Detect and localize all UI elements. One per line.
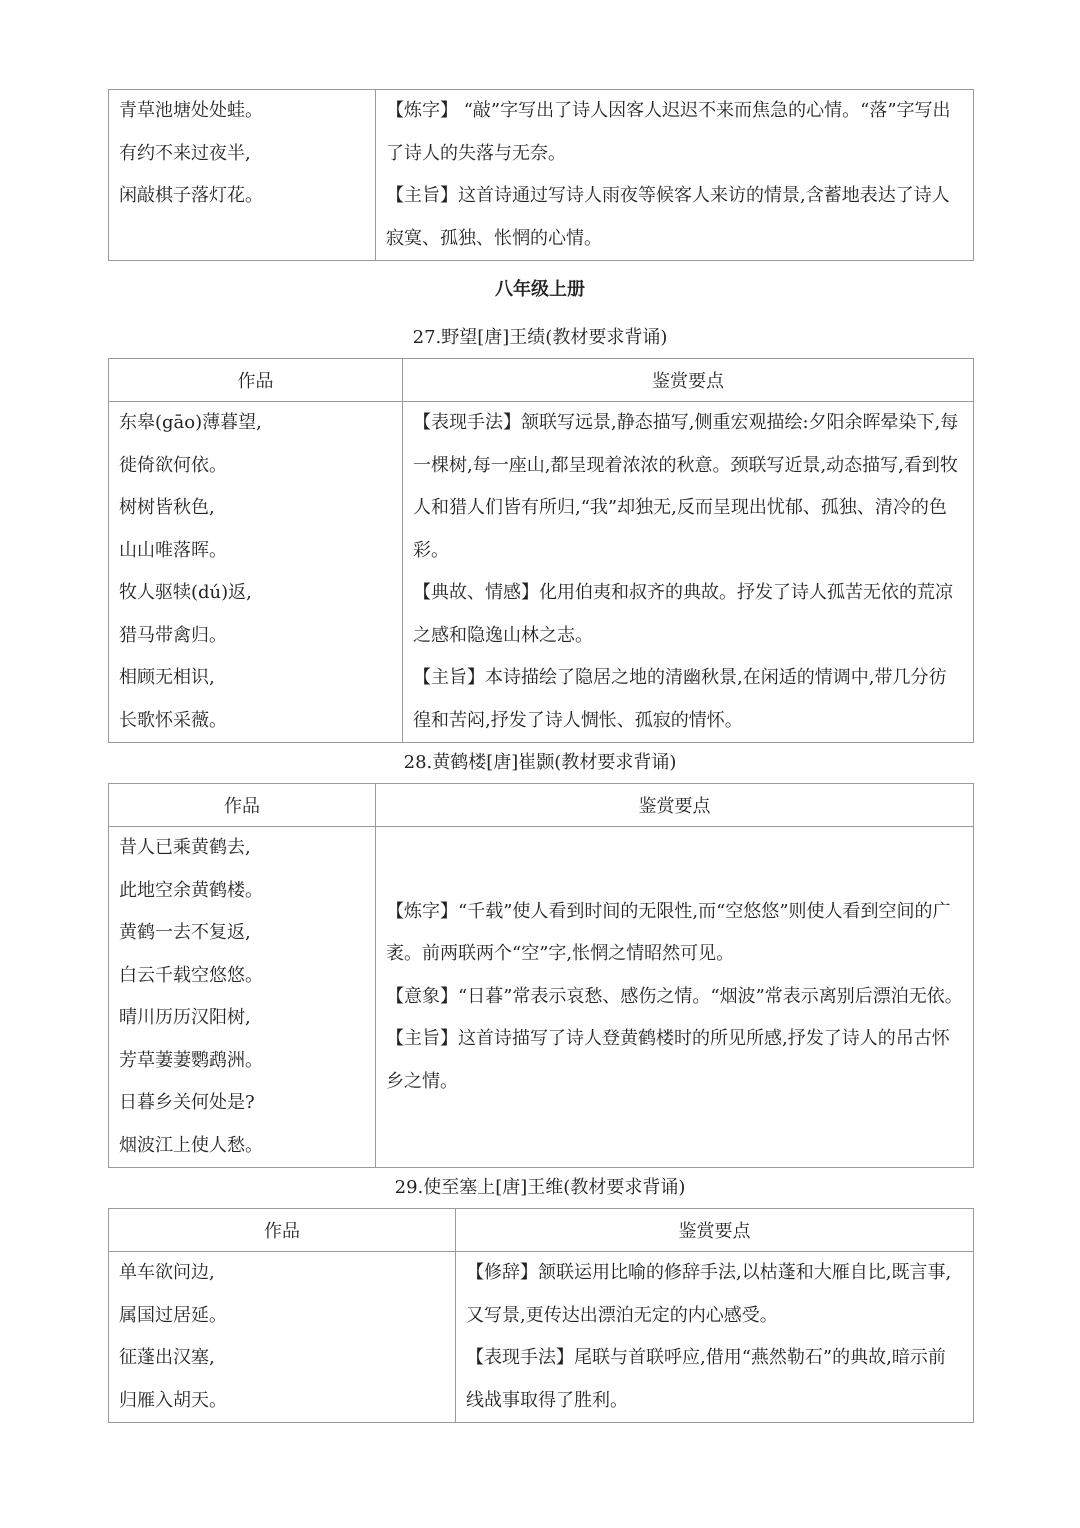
appreciation-note: 【炼字】 “敲”字写出了诗人因客人迟迟不来而焦急的心情。“落”字写出了诗人的失落与无奈。	[386, 100, 951, 164]
poem-line: 昔人已乘黄鹤去,	[119, 837, 251, 858]
poem-lines-cell	[109, 402, 403, 743]
appreciation-note: 【典故、情感】化用伯夷和叔齐的典故。抒发了诗人孤苦无依的荒凉之感和隐逸山林之志。	[413, 582, 953, 646]
poem-line: 白云千载空悠悠。	[119, 964, 263, 986]
appreciation-cell	[376, 90, 974, 261]
column-header-work: 作品	[109, 784, 376, 827]
poem-lines-cell	[109, 1252, 456, 1423]
column-header-appreciation: 鉴赏要点	[456, 1209, 974, 1252]
poem-line: 山山唯落晖。	[119, 539, 227, 561]
table-header-row	[109, 359, 974, 402]
table-header-row	[109, 1209, 974, 1252]
column-header-appreciation: 鉴赏要点	[403, 359, 974, 402]
table-row	[109, 90, 974, 261]
column-header-work: 作品	[109, 1209, 456, 1252]
appreciation-cell	[376, 827, 974, 1168]
appreciation-note: 【意象】“日暮”常表示哀愁、感伤之情。“烟波”常表示离别后漂泊无依。	[386, 985, 963, 1007]
poem-line: 青草池塘处处蛙。	[119, 100, 263, 121]
poem-caption: 27.野望[唐]王绩(教材要求背诵)	[412, 327, 668, 348]
poem-line: 黄鹤一去不复返,	[119, 922, 251, 943]
appreciation-note: 【炼字】“千载”使人看到时间的无限性,而“空悠悠”则使人看到空间的广袤。前两联两个“空”字,怅惘之情昭然可见。	[386, 900, 951, 965]
poem-line: 此地空余黄鹤楼。	[119, 879, 263, 901]
poem-lines-cell	[109, 90, 376, 261]
appreciation-note: 【主旨】本诗描绘了隐居之地的清幽秋景,在闲适的情调中,带几分彷徨和苦闷,抒发了诗人惆怅、孤寂的情怀。	[413, 667, 947, 731]
appreciation-cell	[403, 402, 974, 743]
table-row	[109, 1252, 974, 1423]
poem-line: 长歌怀采薇。	[119, 709, 227, 731]
poem-line: 相顾无相识,	[119, 667, 215, 688]
poem-line: 牧人驱犊(dú)返,	[119, 582, 252, 603]
table-header-row	[109, 784, 974, 827]
poem-line: 属国过居延。	[119, 1304, 227, 1326]
poem-line: 征蓬出汉塞,	[119, 1347, 215, 1368]
poem-lines-cell	[109, 827, 376, 1168]
section-title: 八年级上册	[495, 279, 585, 300]
poem-line: 徙倚欲何依。	[119, 454, 227, 476]
appreciation-note: 【表现手法】尾联与首联呼应,借用“燕然勒石”的典故,暗示前线战事取得了胜利。	[466, 1347, 946, 1411]
table-row	[109, 402, 974, 743]
poem-table-27	[108, 358, 974, 743]
poem-caption: 29.使至塞上[唐]王维(教材要求背诵)	[394, 1177, 686, 1198]
poem-line: 单车欲问边,	[119, 1262, 215, 1283]
poem-line: 有约不来过夜半,	[119, 142, 251, 164]
appreciation-cell	[456, 1252, 974, 1423]
appreciation-note: 【表现手法】颔联写远景,静态描写,侧重宏观描绘:夕阳余晖晕染下,每一棵树,每一座山,都呈现着浓浓的秋意。颈联写近景,动态描写,看到牧人和猎人们皆有所归,“我”却独无,反而呈现出忧郁、孤独、清冷的色彩。	[413, 412, 959, 561]
poem-line: 烟波江上使人愁。	[119, 1134, 263, 1156]
poem-table-continued	[108, 89, 974, 261]
column-header-work: 作品	[109, 359, 403, 402]
poem-line: 树树皆秋色,	[119, 497, 215, 518]
poem-line: 东皋(gāo)薄暮望,	[119, 412, 262, 433]
appreciation-note: 【修辞】颔联运用比喻的修辞手法,以枯蓬和大雁自比,既言事,又写景,更传达出漂泊无定的内心感受。	[466, 1262, 952, 1326]
poem-line: 日暮乡关何处是?	[119, 1092, 255, 1113]
column-header-appreciation: 鉴赏要点	[376, 784, 974, 827]
table-row	[109, 827, 974, 1168]
appreciation-note: 【主旨】这首诗通过写诗人雨夜等候客人来访的情景,含蓄地表达了诗人寂寞、孤独、怅惘的心情。	[386, 185, 950, 249]
poem-line: 闲敲棋子落灯花。	[119, 185, 263, 206]
poem-table-28	[108, 783, 974, 1168]
poem-caption: 28.黄鹤楼[唐]崔颢(教材要求背诵)	[403, 752, 677, 773]
poem-line: 芳草萋萋鹦鹉洲。	[119, 1049, 263, 1071]
poem-table-29	[108, 1208, 974, 1423]
poem-line: 猎马带禽归。	[119, 624, 227, 646]
poem-line: 归雁入胡天。	[119, 1389, 227, 1411]
poem-line: 晴川历历汉阳树,	[119, 1007, 251, 1028]
appreciation-note: 【主旨】这首诗描写了诗人登黄鹤楼时的所见所感,抒发了诗人的吊古怀乡之情。	[386, 1028, 950, 1092]
